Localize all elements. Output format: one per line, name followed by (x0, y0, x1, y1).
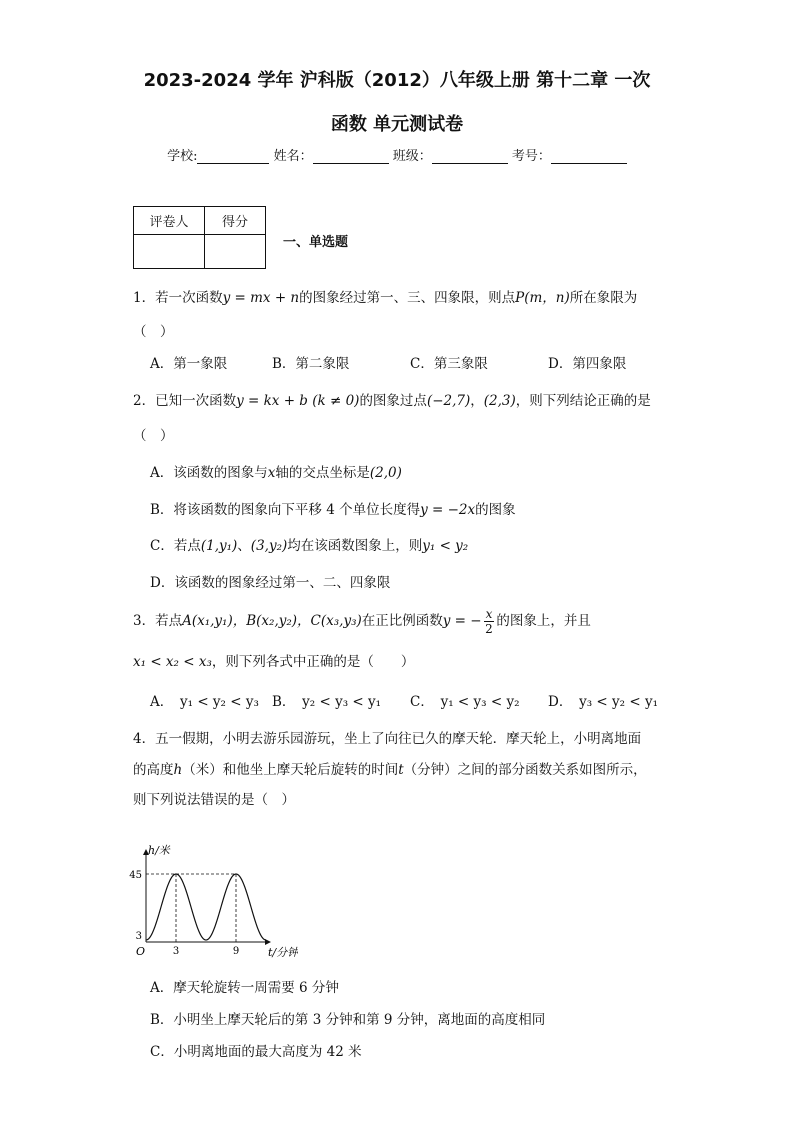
q2-pre: 2．已知一次函数 (133, 393, 237, 409)
grader-cell[interactable] (134, 235, 205, 269)
q4-line2-c: （分钟）之间的部分函数关系如图所示， (403, 762, 647, 778)
school-label: 学校: (167, 149, 198, 164)
q4-var-h: h (173, 762, 183, 778)
q1-expr: y = mx + n (222, 290, 300, 306)
q3-cond-post: ，则下列各式中正确的是（ ） (211, 654, 415, 670)
q4-option-a[interactable]: A．摩天轮旋转一周需要 6 分钟 (150, 980, 339, 996)
q2-c-sep: 、 (237, 538, 251, 554)
q3-fn-lhs: y = − (442, 613, 482, 629)
q2-post: ，则下列结论正确的是 (515, 393, 651, 409)
q2-a-point: (2,0) (369, 465, 402, 481)
q1-pre: 1．若一次函数 (133, 290, 223, 306)
q3-stem (133, 607, 591, 636)
q2-option-a[interactable] (150, 461, 402, 481)
y-tick-label-3: 3 (135, 931, 142, 942)
q3-cond: x₁ < x₂ < x₃ (133, 654, 212, 670)
q2-b-post: 的图象 (475, 502, 516, 518)
q3-fn-den: 2 (485, 622, 493, 636)
q2-a-var: x (267, 465, 276, 481)
q2-a-pre: A．该函数的图象与 (150, 465, 268, 481)
q2-b-expr: y = −2x (420, 502, 476, 518)
score-cell[interactable] (205, 235, 266, 269)
q2-c-mid: 均在该函数图象上，则 (287, 538, 423, 554)
student-info-line (0, 145, 794, 164)
origin-label: O (136, 945, 146, 958)
q1-option-b[interactable]: B．第二象限 (272, 356, 350, 372)
q4-line2-b: （米）和他坐上摩天轮后旋转的时间 (182, 762, 399, 778)
score-header: 得分 (205, 207, 266, 235)
q2-paren: （ ） (133, 428, 174, 444)
y-tick-label-45: 45 (129, 870, 142, 881)
q3-points: A(x₁,y₁)，B(x₂,y₂)，C(x₃,y₃) (182, 613, 362, 629)
name-label: 姓名： (273, 149, 313, 164)
number-blank[interactable] (551, 149, 627, 164)
q3-option-d[interactable]: D． y₃ < y₂ < y₁ (548, 694, 658, 710)
q2-c-pre: C．若点 (150, 538, 201, 554)
q3-mid: 在正比例函数 (361, 613, 443, 629)
q3-pre: 3．若点 (133, 613, 183, 629)
name-blank[interactable] (313, 149, 389, 164)
y-axis-label: h/米 (148, 844, 170, 857)
page-title-line1: 2023-2024 学年 沪科版（2012）八年级上册 第十二章 一次 (143, 70, 651, 91)
class-blank[interactable] (432, 149, 508, 164)
q3-post: 的图象上，并且 (496, 613, 591, 629)
q4-line1: 4．五一假期，小明去游乐园游玩，坐上了向往已久的摩天轮．摩天轮上，小明离地面 (133, 731, 642, 747)
page-title-line2: 函数 单元测试卷 (330, 114, 464, 135)
x-tick-label-9: 9 (232, 946, 240, 957)
q2-c-point2: (3,y₂) (250, 538, 288, 554)
q3-option-c[interactable]: C． y₁ < y₃ < y₂ (410, 694, 520, 710)
q4-option-b[interactable]: B．小明坐上摩天轮后的第 3 分钟和第 9 分钟，离地面的高度相同 (150, 1012, 546, 1028)
q3-condition (133, 650, 414, 670)
q2-option-b[interactable] (150, 498, 516, 518)
series-line (146, 874, 266, 940)
q4-option-c[interactable]: C．小明离地面的最大高度为 42 米 (150, 1044, 362, 1060)
x-tick-label-3: 3 (172, 946, 180, 957)
q2-option-c[interactable] (150, 534, 468, 554)
q2-stem (133, 389, 651, 409)
q4-line3: 则下列说法错误的是（ ） (133, 792, 295, 808)
q4-var-t: t (398, 762, 404, 778)
q4-line2 (133, 758, 647, 778)
q3-option-b[interactable]: B． y₂ < y₃ < y₁ (272, 694, 382, 710)
q2-point1: (−2,7) (426, 393, 471, 409)
q2-point2: (2,3) (483, 393, 516, 409)
grader-header: 评卷人 (134, 207, 205, 235)
number-label: 考号： (511, 149, 551, 164)
q2-comma: ， (470, 393, 484, 409)
q3-option-a[interactable]: A． y₁ < y₂ < y₃ (150, 694, 259, 710)
x-axis-label: t/分钟 (268, 946, 298, 959)
q2-c-point1: (1,y₁) (200, 538, 238, 554)
ferris-wheel-graph (128, 842, 298, 964)
q2-expr: y = kx + b (k ≠ 0) (236, 393, 360, 409)
q2-c-relation: y₁ < y₂ (422, 538, 469, 554)
q2-option-d[interactable]: D．该函数的图象经过第一、二、四象限 (150, 575, 391, 591)
q1-mid: 的图象经过第一、三、四象限，则点 (299, 290, 516, 306)
q3-fn-num: x (485, 607, 493, 621)
section-heading: 一、单选题 (283, 235, 349, 250)
q1-option-d[interactable]: D．第四象限 (548, 356, 627, 372)
q1-post: 所在象限为 (569, 290, 638, 306)
q2-b-pre: B．将该函数的图象向下平移 4 个单位长度得 (150, 502, 421, 518)
q4-line2-a: 的高度 (133, 762, 174, 778)
class-label: 班级： (392, 149, 432, 164)
school-blank[interactable] (197, 149, 269, 164)
q2-a-post: 轴的交点坐标是 (275, 465, 370, 481)
q1-paren: （ ） (133, 324, 174, 340)
q2-mid: 的图象过点 (359, 393, 427, 409)
q1-point: P(m，n) (515, 290, 570, 306)
q1-option-c[interactable]: C．第三象限 (410, 356, 488, 372)
q1-option-a[interactable]: A．第一象限 (150, 356, 228, 372)
score-table (133, 206, 266, 269)
q3-fraction (484, 607, 495, 636)
q1-stem (133, 286, 637, 306)
